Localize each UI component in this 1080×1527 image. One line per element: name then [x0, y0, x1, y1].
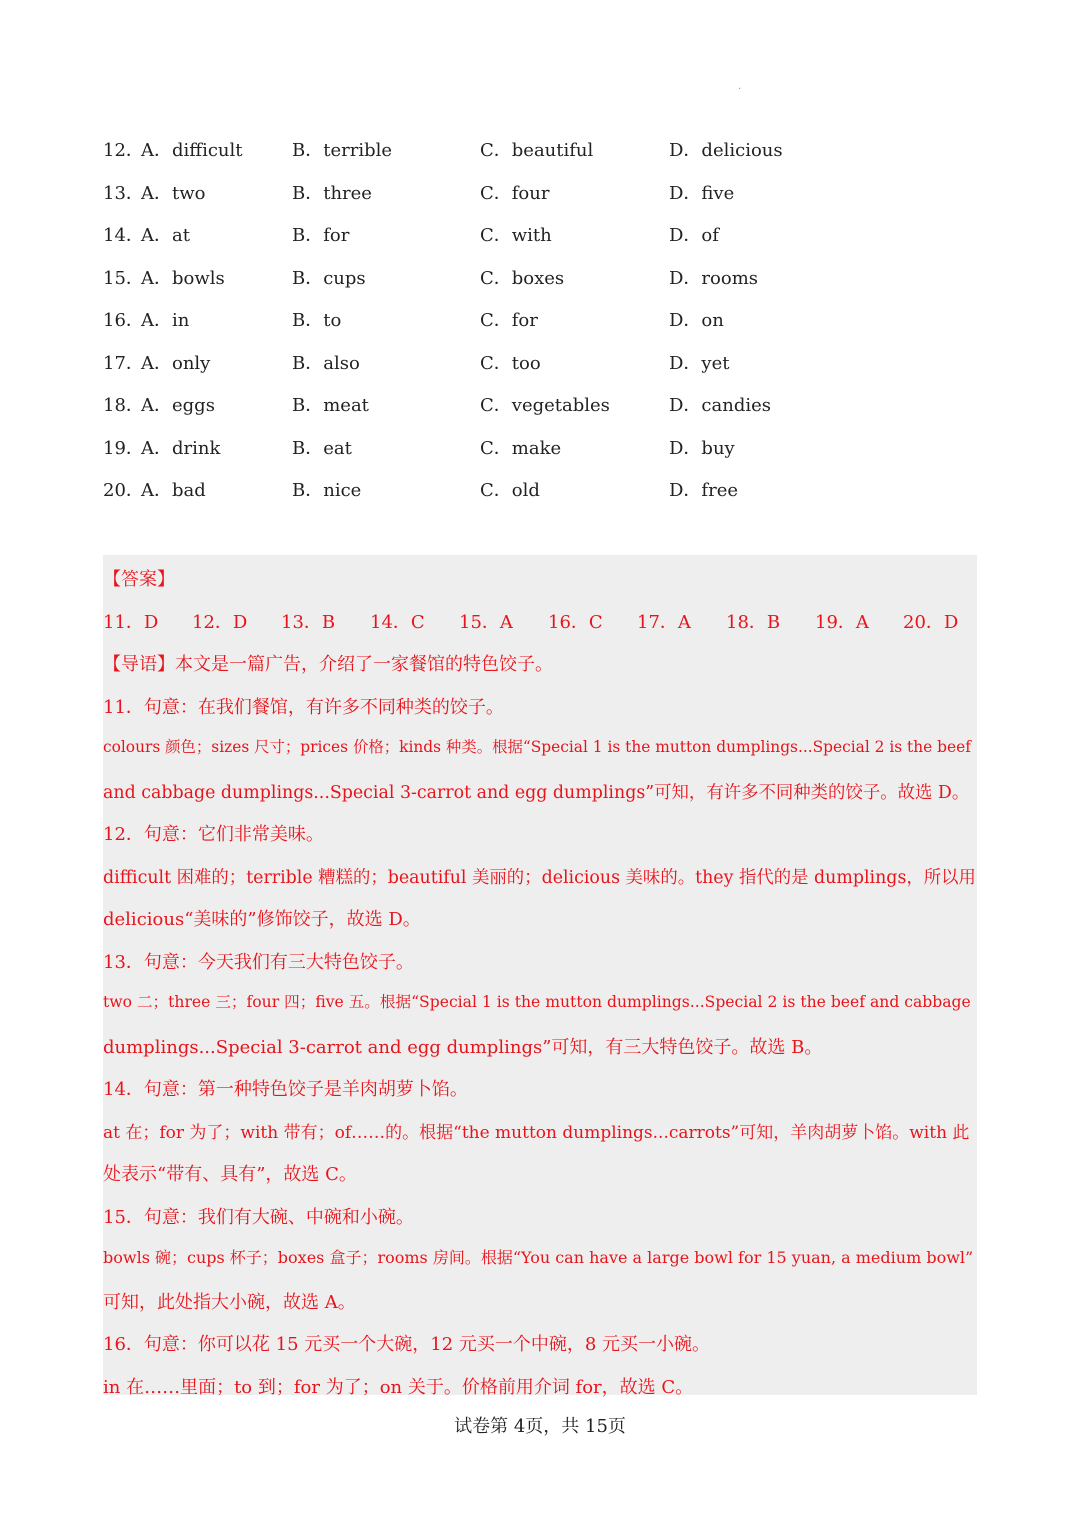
option-row	[103, 215, 863, 258]
option-d: D．of	[669, 225, 719, 246]
option-c: C．with	[480, 225, 552, 246]
option-d: D．yet	[669, 352, 730, 374]
explanation-line: 处表示“带有、具有”，故选 C。	[103, 1164, 357, 1185]
option-b: B．for	[292, 225, 350, 246]
answer-key-item: 12．D	[192, 612, 248, 633]
explanation-line: two 二；three 三；four 四；five 五。根据“Special 1 is the mutton dumplings...Special 2 is the beef and cabbage	[103, 993, 971, 1011]
option-c: C．make	[480, 437, 562, 459]
option-a: A．drink	[141, 437, 221, 459]
option-c: C．old	[480, 480, 540, 501]
explanation-line: 12．句意：它们非常美味。	[103, 824, 324, 845]
option-b: B．meat	[292, 395, 369, 416]
option-row	[103, 385, 863, 428]
option-d: D．five	[669, 182, 735, 204]
page-dot: ·	[738, 84, 742, 95]
option-b: B．three	[292, 182, 372, 204]
option-d: D．free	[669, 480, 739, 501]
answer-key-item: 11．D	[103, 612, 159, 633]
explanation-line: in 在……里面；to 到；for 为了；on 关于。价格前用介词 for，故选 C。	[103, 1377, 694, 1398]
explanation-line: dumplings...Special 3-carrot and egg dumplings”可知，有三大特色饺子。故选 B。	[103, 1037, 823, 1058]
option-d: D．candies	[669, 395, 772, 416]
explanation-line: at 在；for 为了；with 带有；of……的。根据“the mutton dumplings...carrots”可知，羊肉胡萝卜馅。with 此	[103, 1123, 970, 1143]
option-row	[103, 258, 863, 301]
option-d: D．buy	[669, 437, 735, 459]
explanation-line: delicious“美味的”修饰饺子，故选 D。	[103, 909, 421, 930]
answer-heading: 【答案】	[103, 569, 175, 590]
answer-key-row	[103, 608, 977, 634]
guide-line: 【导语】本文是一篇广告，介绍了一家餐馆的特色饺子。	[103, 654, 553, 675]
option-row	[103, 130, 863, 173]
explanation-line: 15．句意：我们有大碗、中碗和小碗。	[103, 1207, 414, 1228]
explanation-line: 14．句意：第一种特色饺子是羊肉胡萝卜馅。	[103, 1079, 468, 1100]
options-table	[103, 130, 863, 513]
explanation-line: and cabbage dumplings...Special 3-carrot and egg dumplings”可知，有许多不同种类的饺子。故选 D。	[103, 783, 970, 803]
page-footer: 试卷第 4页，共 15页	[454, 1416, 626, 1437]
option-a: A．difficult	[141, 140, 243, 161]
question-number: 19．	[103, 437, 144, 459]
answer-key-item: 14．C	[370, 612, 425, 633]
option-a: A．in	[141, 310, 190, 331]
answer-key-item: 19．A	[815, 612, 869, 633]
explanation-line: colours 颜色；sizes 尺寸；prices 价格；kinds 种类。根据“Special 1 is the mutton dumplings...Special 2 is the beef	[103, 738, 971, 756]
option-d: D．rooms	[669, 267, 759, 289]
option-row	[103, 343, 863, 386]
answer-key-item: 15．A	[459, 612, 513, 633]
answer-key-item: 13．B	[281, 612, 336, 633]
option-c: C．for	[480, 310, 538, 331]
question-number: 20．	[103, 480, 144, 501]
option-row	[103, 470, 863, 513]
answer-key-item: 16．C	[548, 612, 603, 633]
option-b: B．to	[292, 310, 342, 331]
explanation-line: difficult 困难的；terrible 糟糕的；beautiful 美丽的；delicious 美味的。they 指代的是 dumplings，所以用	[103, 868, 976, 888]
explanation-line: 可知，此处指大小碗，故选 A。	[103, 1292, 356, 1313]
explanation-line: 16．句意：你可以花 15 元买一个大碗，12 元买一个中碗，8 元买一小碗。	[103, 1334, 711, 1355]
option-b: B．eat	[292, 437, 352, 459]
option-b: B．also	[292, 352, 360, 374]
explanation-line: 11．句意：在我们餐馆，有许多不同种类的饺子。	[103, 697, 504, 718]
option-a: A．bowls	[141, 267, 225, 289]
option-d: D．delicious	[669, 140, 783, 161]
answer-key-item: 18．B	[726, 612, 781, 633]
option-row	[103, 173, 863, 216]
question-number: 15．	[103, 267, 144, 289]
explanation-line: bowls 碗；cups 杯子；boxes 盒子；rooms 房间。根据“You can have a large bowl for 15 yuan, a medium bowl”	[103, 1248, 974, 1267]
option-row	[103, 300, 863, 343]
answer-key-item: 20．D	[903, 612, 959, 633]
option-a: A．bad	[141, 480, 206, 501]
question-number: 17．	[103, 352, 144, 374]
option-d: D．on	[669, 310, 724, 331]
question-number: 14．	[103, 225, 144, 246]
option-c: C．beautiful	[480, 140, 594, 161]
answer-block	[103, 555, 977, 1398]
option-b: B．cups	[292, 267, 366, 289]
question-number: 12．	[103, 140, 144, 161]
option-c: C．too	[480, 352, 541, 374]
option-c: C．four	[480, 182, 550, 204]
option-a: A．at	[141, 225, 190, 246]
question-number: 13．	[103, 182, 144, 204]
option-a: A．eggs	[141, 395, 215, 416]
question-number: 18．	[103, 395, 144, 416]
question-number: 16．	[103, 310, 144, 331]
option-row	[103, 428, 863, 471]
option-c: C．vegetables	[480, 395, 610, 416]
explanation-line: 13．句意：今天我们有三大特色饺子。	[103, 952, 414, 973]
option-b: B．nice	[292, 480, 362, 501]
option-b: B．terrible	[292, 140, 393, 161]
answer-key-item: 17．A	[637, 612, 691, 633]
option-a: A．two	[141, 182, 206, 204]
option-a: A．only	[141, 352, 211, 374]
option-c: C．boxes	[480, 267, 565, 289]
